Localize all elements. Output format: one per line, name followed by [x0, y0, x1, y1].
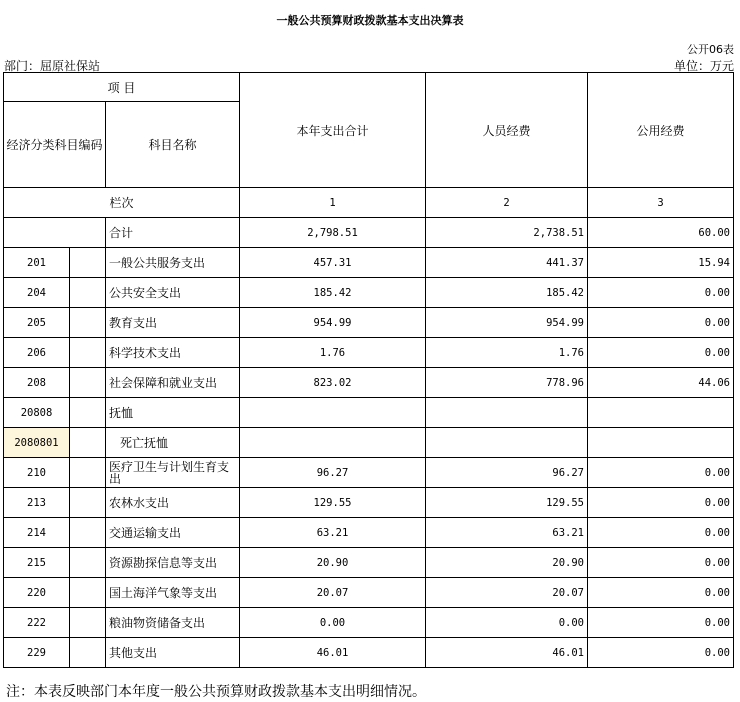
row-total: 20.90 — [240, 548, 426, 578]
row-total: 20.07 — [240, 578, 426, 608]
row-code: 222 — [4, 608, 70, 638]
row-total: 823.02 — [240, 368, 426, 398]
unit-label: 单位：万元 — [673, 59, 734, 73]
table-row — [4, 308, 734, 338]
table-row — [4, 338, 734, 368]
row-code-sub — [70, 398, 106, 428]
row-code: 220 — [4, 578, 70, 608]
row-personnel: 441.37 — [426, 248, 588, 278]
row-personnel: 46.01 — [426, 638, 588, 668]
row-code-sub — [70, 248, 106, 278]
row-total: 954.99 — [240, 308, 426, 338]
table-row — [4, 548, 734, 578]
row-name: 科学技术支出 — [106, 338, 240, 368]
row-code: 2080801 — [4, 428, 70, 458]
row-name: 公共安全支出 — [106, 278, 240, 308]
row-public: 44.06 — [588, 368, 734, 398]
row-personnel: 96.27 — [426, 458, 588, 488]
table-row — [4, 428, 734, 458]
row-personnel: 20.90 — [426, 548, 588, 578]
table-row — [4, 368, 734, 398]
row-personnel — [426, 398, 588, 428]
row-personnel: 954.99 — [426, 308, 588, 338]
row-code-sub — [70, 518, 106, 548]
row-name: 交通运输支出 — [106, 518, 240, 548]
table-row — [4, 578, 734, 608]
table-row — [4, 518, 734, 548]
row-name: 一般公共服务支出 — [106, 248, 240, 278]
row-code-sub — [70, 638, 106, 668]
row-public: 0.00 — [588, 548, 734, 578]
row-personnel: 778.96 — [426, 368, 588, 398]
total-public: 60.00 — [588, 218, 734, 248]
row-code: 20808 — [4, 398, 70, 428]
row-total: 457.31 — [240, 248, 426, 278]
header-item: 项 目 — [4, 73, 240, 102]
row-personnel — [426, 428, 588, 458]
row-public — [588, 428, 734, 458]
row-total: 96.27 — [240, 458, 426, 488]
header-personnel: 人员经费 — [426, 73, 588, 188]
row-public: 0.00 — [588, 578, 734, 608]
row-code-sub — [70, 608, 106, 638]
lanci-3: 3 — [588, 188, 734, 218]
row-public: 0.00 — [588, 608, 734, 638]
row-total: 63.21 — [240, 518, 426, 548]
total-total: 2,798.51 — [240, 218, 426, 248]
row-public: 0.00 — [588, 488, 734, 518]
row-code-sub — [70, 338, 106, 368]
expenditure-table — [3, 72, 734, 668]
row-name: 医疗卫生与计划生育支出 — [106, 458, 240, 488]
row-personnel: 63.21 — [426, 518, 588, 548]
table-row — [4, 488, 734, 518]
row-personnel: 20.07 — [426, 578, 588, 608]
page-title: 一般公共预算财政拨款基本支出决算表 — [276, 14, 464, 27]
row-name: 抚恤 — [106, 398, 240, 428]
row-total — [240, 398, 426, 428]
row-public: 0.00 — [588, 308, 734, 338]
lanci-2: 2 — [426, 188, 588, 218]
row-public: 0.00 — [588, 638, 734, 668]
row-code: 215 — [4, 548, 70, 578]
row-name: 国土海洋气象等支出 — [106, 578, 240, 608]
row-total — [240, 428, 426, 458]
header-subject-name: 科目名称 — [106, 102, 240, 188]
row-personnel: 0.00 — [426, 608, 588, 638]
row-code: 214 — [4, 518, 70, 548]
footnote: 注：本表反映部门本年度一般公共预算财政拨款基本支出明细情况。 — [6, 684, 426, 700]
row-total: 46.01 — [240, 638, 426, 668]
row-public — [588, 398, 734, 428]
row-code-sub — [70, 368, 106, 398]
row-name: 资源勘探信息等支出 — [106, 548, 240, 578]
row-public: 0.00 — [588, 458, 734, 488]
row-code-sub — [70, 308, 106, 338]
row-name: 粮油物资储备支出 — [106, 608, 240, 638]
row-code: 201 — [4, 248, 70, 278]
total-row — [4, 218, 734, 248]
row-code: 204 — [4, 278, 70, 308]
header-econ-code: 经济分类科目编码 — [4, 102, 106, 188]
row-public: 0.00 — [588, 338, 734, 368]
row-total: 185.42 — [240, 278, 426, 308]
table-row — [4, 458, 734, 488]
table-code: 公开06表 — [687, 43, 734, 56]
row-code: 205 — [4, 308, 70, 338]
total-label: 合计 — [106, 218, 240, 248]
row-code-sub — [70, 548, 106, 578]
table-row — [4, 638, 734, 668]
lanci-1: 1 — [240, 188, 426, 218]
row-code-sub — [70, 278, 106, 308]
row-code-sub — [70, 578, 106, 608]
row-personnel: 185.42 — [426, 278, 588, 308]
row-personnel: 129.55 — [426, 488, 588, 518]
header-public: 公用经费 — [588, 73, 734, 188]
lanci-label: 栏次 — [4, 188, 240, 218]
row-code: 213 — [4, 488, 70, 518]
row-name: 死亡抚恤 — [106, 428, 240, 458]
row-name: 社会保障和就业支出 — [106, 368, 240, 398]
row-total: 0.00 — [240, 608, 426, 638]
header-total: 本年支出合计 — [240, 73, 426, 188]
row-code: 208 — [4, 368, 70, 398]
row-name: 教育支出 — [106, 308, 240, 338]
row-code-sub — [70, 488, 106, 518]
table-row — [4, 608, 734, 638]
row-code: 206 — [4, 338, 70, 368]
row-personnel: 1.76 — [426, 338, 588, 368]
row-public: 0.00 — [588, 278, 734, 308]
row-public: 0.00 — [588, 518, 734, 548]
row-total: 1.76 — [240, 338, 426, 368]
row-code: 210 — [4, 458, 70, 488]
row-code-sub — [70, 428, 106, 458]
table-row — [4, 398, 734, 428]
row-name: 其他支出 — [106, 638, 240, 668]
row-code: 229 — [4, 638, 70, 668]
department-label: 部门：屈原社保站 — [4, 59, 101, 73]
table-row — [4, 248, 734, 278]
row-public: 15.94 — [588, 248, 734, 278]
table-row — [4, 278, 734, 308]
row-name: 农林水支出 — [106, 488, 240, 518]
row-code-sub — [70, 458, 106, 488]
row-total: 129.55 — [240, 488, 426, 518]
total-personnel: 2,738.51 — [426, 218, 588, 248]
